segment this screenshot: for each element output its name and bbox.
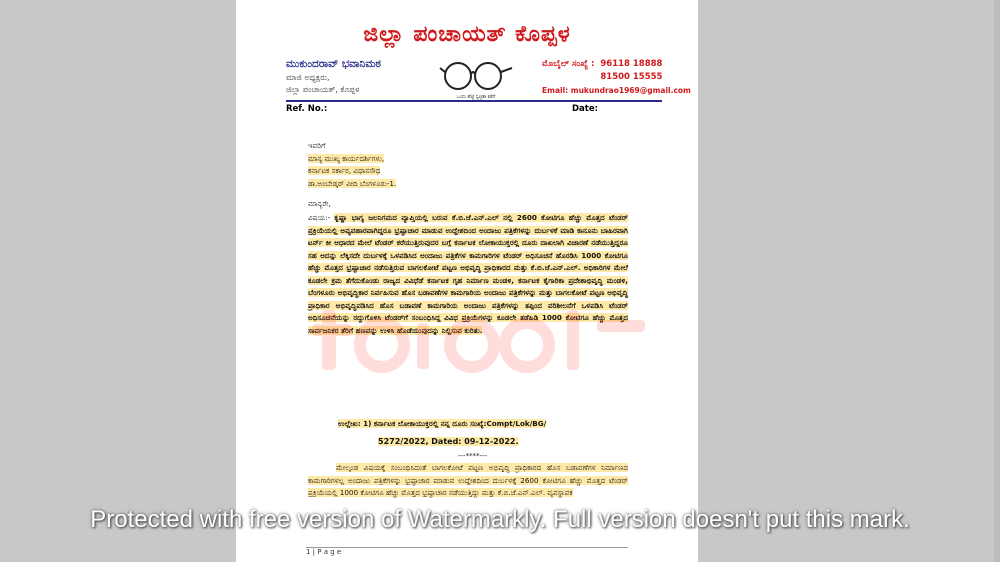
window-scrollbar[interactable] [994,0,1000,562]
watermark-logo [312,290,652,380]
date-label: Date: [572,104,599,114]
subject-text: ಕೃಷ್ಣಾ ಭಾಗ್ಯ ಜಲನಿಗಮದ ವ್ಯಾಪ್ತಿಯಲ್ಲಿ ಬರುವ ಕೆ.ಬಿ.ಜೆ.ಎನ್.ಎಲ್ ನಲ್ಲಿ 2600 ಕೋಟಿಗೂ ಹೆಚ್ಚು ಮೊತ್ತದ ಟೆಂಡರ್ ಪ್ರಕ್ರಿಯೆಯಲ್ಲಿ ಅವ್ಯವಹಾರವಾಗಿದ್ದರೂ ಭ್ರಷ್ಟಾಚಾರ ಮಾಡುವ ಉದ್ದೇಶದಿಂದ ಅಂದಾಜು ಪತ್ರಿಕೆಗಳನ್ನು ದುರ್ಬಳಕೆ ಮಾಡಿ ಕಾನೂನು ಬಾಹಿರವಾಗಿ ಟರ್ನ್ ಕೀ ಆಧಾರದ ಮೇಲೆ ಟೆಂಡರ್ ಕರೆಯುತ್ತಿರುವುದರ ಬಗ್ಗೆ ಕರ್ನಾಟಕ ಲೋಕಾಯುಕ್ತರಲ್ಲಿ ದೂರು ದಾಖಲಾಗಿ ವಿಚಾರಣೆ ನಡೆಯುತ್ತಿದ್ದರೂ ಸಹ ಅದನ್ನು ಲೆಕ್ಕಿಸದೇ ದುರ್ಬಳಕ್ಕೆ ಒಳಪಡಿಸಿದ ಅಂದಾಜು ಪತ್ರಿಕೆಗಳ ಕಾಮಗಾರಿಗಳ ಟೆಂಡರ್ ಅಧಿಸೂಚನೆ ಹೊರಡಿಸಿ 1000 ಕೋಟಿಗೂ ಹೆಚ್ಚು ಮೊತ್ತದ ಭ್ರಷ್ಟಾಚಾರ ನಡೆಸುತ್ತಿರುವ ಬಾಗಲಕೋಟೆ ಪಟ್ಟಣ ಅಭಿವೃದ್ಧಿ ಪ್ರಾಧಿಕಾರದ ಮತ್ತು ಕೆ.ಬಿ.ಜೆ.ಎನ್.ಎಲ್. ಅಧಿಕಾರಿಗಳ ಮೇಲೆ ಕೂಡಲೇ ಕ್ರಮ ತೆಗೆದುಕೊಂಡು ರಾಜ್ಯದ ವಿವಿಧೆಡೆ ಕರ್ನಾಟಕ ಗೃಹ ನಿರ್ಮಾಣ ಮಂಡಳಿ, ಕರ್ನಾಟಕ ಕೈಗಾರಿಕಾ ಪ್ರದೇಶಾಭಿವೃದ್ಧಿ ಮಂಡಳಿ, ಬೆಂಗಳೂರು ಅಭಿವೃದ್ಧಿಕಾರ ನಿರ್ವಹಿಸುವ ಹೊಸ ಬಡಾವಣೆಗಳ ಕಾಮಗಾರಿಯ ಅಂದಾಜು ಪತ್ರಿಕೆಗಳನ್ನು ಮತ್ತು ಬಾಗಲಕೋಟೆ ಪಟ್ಟಣ ಅಭಿವೃದ್ಧಿ ಪ್ರಾಧಿಕಾರ ಅಭಿವೃದ್ಧಿಪಡಿಸಿದ ಹೊಸ ಬಡಾವಣೆ ಕಾಮಗಾರಿಯ ಅಂದಾಜು ಪತ್ರಿಕೆಗಳನ್ನು ತಪ್ಪಿಂದ ವರಿಶೀಲನೆಗೆ ಒಳಪಡಿಸಿ ಟೆಂಡರ್ ಅಧಿಸೂಚನೆಯನ್ನು ರದ್ದುಗೊಳಿಸಿ ಟೆಂಡರ್‌ಗೆ ಸಂಬಂಧಿಸಿದ್ದ ವಿವಿಧ ಪ್ರಕ್ರಿಯೆಗಳನ್ನು ಕೂಡಲೇ ತಡೆಹಿಡಿ 1000 ಕೋಟಿಗೂ ಹೆಚ್ಚು ಮೊತ್ತದ ಸಾರ್ವಜನಿಕರ ತೆರಿಗೆ ಹಣವನ್ನು ಉಳಿಸಿ ಹೊಡೆಯುವುದನ್ನು ನಿಲ್ಲಿಸುವ ಕುರಿತು. [308,213,628,335]
logo-caption: ಒಂದು ಹೆಜ್ಜೆ ಸ್ವಚ್ಛತಾ ಕಡೆಗೆ [456,95,496,100]
footer-divider [306,547,628,548]
watermark-banner: Protected with free version of Watermarkly. Full version doesn't put this mark. [90,506,910,533]
sender-office: ಜಿಲ್ಲಾ ಪಂಚಾಯತ್, ಕೊಪ್ಪಳ [286,85,360,94]
mobile-number-1: 96118 18888 [600,59,663,69]
letterhead-title: ಜಿಲ್ಲಾ ಪಂಚಾಯತ್ ಕೊಪ್ಪಳ [363,22,571,47]
recipient-line-3: ಡಾ.ಅಂಬೇಡ್ಕರ್ ವೀದಿ ಬೆಂಗಳೂರು-1. [308,178,397,188]
ref-number-label: Ref. No.: [286,104,328,114]
letterhead-divider [286,100,662,102]
recipient-line-1: ಮಾನ್ಯ ಮುಖ್ಯ ಕಾರ್ಯದರ್ಶಿಗಳು, [308,153,385,163]
reference-line-1: ಉಲ್ಲೇಖ: 1) ಕರ್ನಾಟಕ ಲೋಕಾಯುಕ್ತರಲ್ಲಿ ನನ್ನ ದೂರು ಸಂಖ್ಯೆ:Compt/Lok/BG/ [338,419,547,428]
subject-label: ವಿಷಯ:- [308,213,331,222]
spectacles-logo [436,54,516,104]
document-page [236,0,698,562]
sender-role: ಮಾಜಿ ಅಧ್ಯಕ್ಷರು, [286,73,330,82]
salutation: ಮಾನ್ಯರೇ, [308,199,331,208]
page-footer: 1 | P a g e [306,548,342,556]
recipient-to: ಇವರಿಗೆ [308,141,326,150]
email-address[interactable]: Email: mukundrao1969@gmail.com [542,86,691,95]
body-paragraph-text: ಮೇಲ್ಕಂಡ ವಿಷಯಕ್ಕೆ ಸಂಬಂಧಿಸಿದಂತೆ ಬಾಗಲಕೋಟೆ ಪಟ್ಟಣ ಅಭಿವೃದ್ಧಿ ಪ್ರಾಧಿಕಾರದ ಹೊಸ ಬಡಾವಣೆಗಳ ನಿರ್ಮಾಣದ ಕಾಮಗಾರಿಗಳಲ್ಲ ಅಂದಾಜು ಪತ್ರಿಕೆಗಳನ್ನು ಭ್ರಷ್ಟಾಚಾರ ಮಾಡುವ ಉದ್ದೇಶದಿಂದ ದುರ್ಬಳಕ್ಕೆ 2600 ಕೋಟಿಗೂ ಹೆಚ್ಚು ಮೊತ್ತದ ಟೆಂಡರ್ ಪ್ರಕ್ರಿಯೆಯಲ್ಲಿ 1000 ಕೋಟಿಗೂ ಹೆಚ್ಚು ಮೊತ್ತದ ಭ್ರಷ್ಟಾಚಾರ ನಡೆಯುತ್ತಿದ್ದು ಮತ್ತು ಕೆ.ಬಿ.ಜೆ.ಎನ್.ಎಲ್. ವ್ಯವಸ್ಥಾಪಕ [308,463,628,497]
recipient-address [308,140,628,190]
letterhead-contact [542,58,691,97]
letterhead-sender [286,58,381,95]
reference-line-2: 5272/2022, Dated: 09-12-2022. [378,437,519,446]
recipient-line-2: ಕರ್ನಾಟಕ ಸರ್ಕಾರ, ವಿಧಾನಸೌಧ [308,166,381,175]
mobile-label: ಮೊಬೈಲ್ ಸಂಖ್ಯೆ : [542,59,595,69]
body-paragraph [308,462,628,500]
sender-name: ಮುಕುಂದರಾವ್ ಭವಾನಿಮಠ [286,58,381,70]
mobile-number-2: 81500 15555 [600,72,663,82]
separator-stars: ---****--- [458,452,488,460]
